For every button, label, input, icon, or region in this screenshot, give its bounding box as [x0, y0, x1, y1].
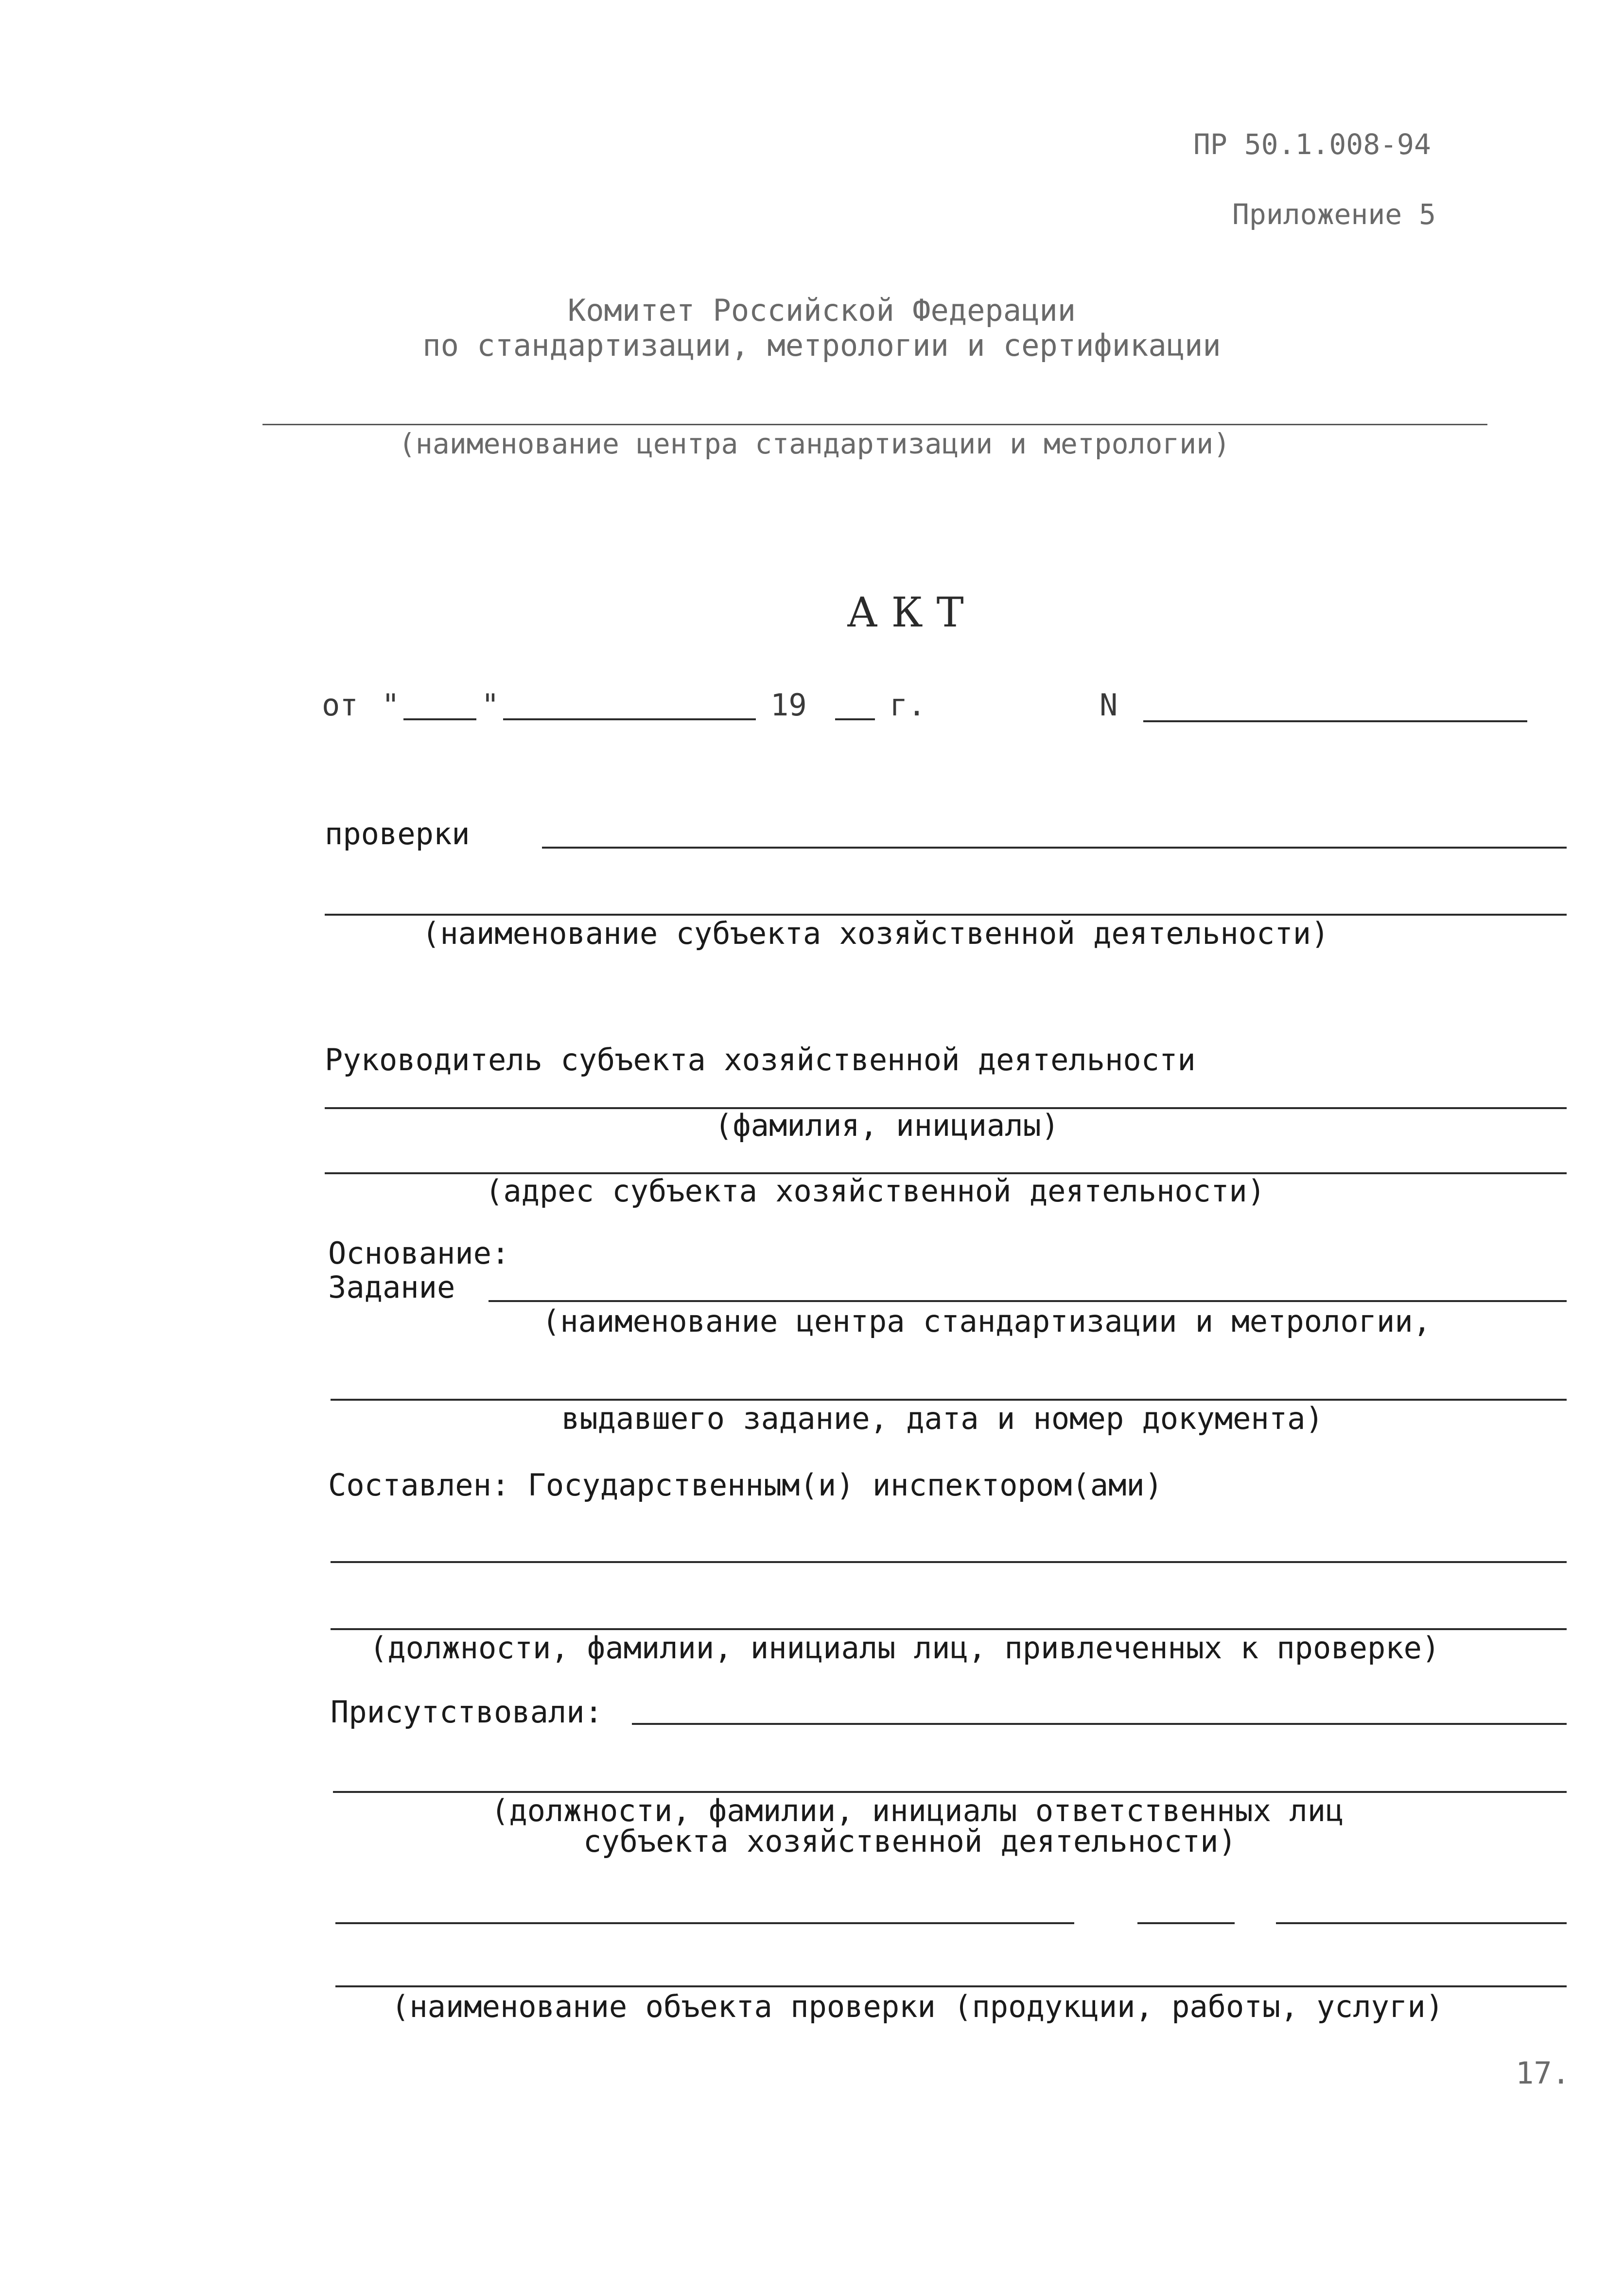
number-label: N	[1100, 687, 1118, 723]
compiled-caption: (должности, фамилии, инициалы лиц, привлеченных к проверке)	[369, 1630, 1440, 1666]
object-line-1c	[1276, 1922, 1567, 1924]
object-line-1b	[1137, 1922, 1235, 1924]
year-suffix: г.	[890, 687, 926, 723]
number-line	[1143, 720, 1527, 722]
doc-code: ПР 50.1.008-94	[1193, 128, 1431, 161]
task-line	[489, 1300, 1567, 1302]
committee-line-1: Комитет Российской Федерации	[567, 293, 1076, 328]
object-line-2	[335, 1985, 1567, 1987]
manager-name-caption: (фамилия, инициалы)	[715, 1108, 1060, 1143]
basis-label: Основание:	[328, 1235, 510, 1271]
task-label: Задание	[328, 1269, 455, 1305]
task-caption-1: (наименование центра стандартизации и метрологии,	[542, 1304, 1432, 1339]
present-label: Присутствовали:	[331, 1694, 603, 1730]
center-name-line	[262, 424, 1487, 425]
check-caption: (наименование субъекта хозяйственной деятельности)	[422, 916, 1329, 951]
date-quote-close: "	[481, 687, 500, 723]
year-line	[835, 718, 875, 720]
month-line	[503, 718, 756, 720]
date-quote-open: "	[382, 687, 400, 723]
center-name-caption: (наименование центра стандартизации и метрологии)	[399, 427, 1231, 460]
check-line-1	[542, 847, 1567, 849]
object-caption: (наименование объекта проверки (продукции, работы, услуги)	[391, 1989, 1444, 2024]
manager-address-caption: (адрес субъекта хозяйственной деятельности)	[485, 1173, 1266, 1209]
document-title: АКТ	[847, 589, 978, 636]
object-line-1a	[335, 1922, 1074, 1924]
compiled-label: Составлен: Государственным(и) инспектором(ами)	[328, 1467, 1163, 1503]
present-line-1	[632, 1723, 1567, 1725]
compiled-line-1	[331, 1561, 1567, 1563]
year-prefix: 19	[770, 687, 807, 723]
present-caption-2: субъекта хозяйственной деятельности)	[583, 1824, 1237, 1859]
committee-line-2: по стандартизации, метрологии и сертификации	[422, 328, 1221, 363]
present-caption-1: (должности, фамилии, инициалы ответственных лиц	[491, 1793, 1344, 1828]
day-line	[403, 718, 476, 720]
check-label: проверки	[325, 816, 470, 852]
page-number: 17.	[1516, 2055, 1570, 2091]
task-caption-2: выдавшего задание, дата и номер документа)	[561, 1401, 1324, 1436]
manager-label: Руководитель субъекта хозяйственной деятельности	[325, 1042, 1196, 1078]
date-prefix: от	[322, 687, 358, 723]
appendix-label: Приложение 5	[1232, 198, 1436, 231]
